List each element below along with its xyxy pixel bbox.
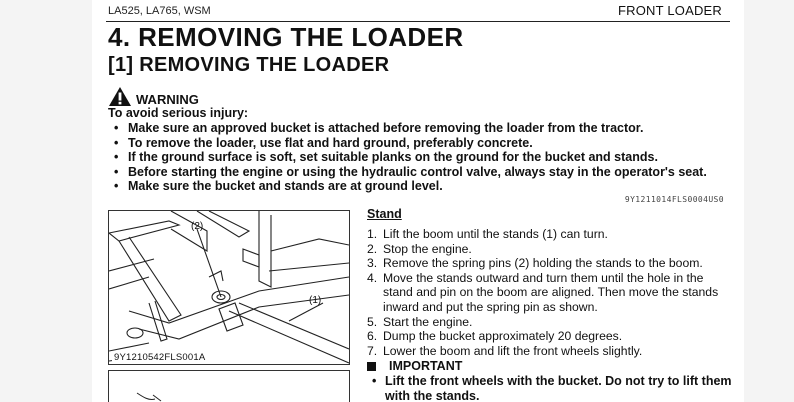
step-item [367,344,729,359]
step-number: 6. [367,329,378,344]
warning-item: • If the ground surface is soft, set suitable planks on the ground for the bucket and stands. [114,150,707,165]
warning-label: WARNING [136,92,199,107]
warning-item: • Make sure an approved bucket is attached before removing the loader from the tractor. [114,121,707,136]
warning-heading [108,85,199,107]
warning-list [114,121,707,194]
step-number: 1. [367,227,378,241]
step-number: 2. [367,241,378,256]
important-square-icon [367,362,376,371]
warning-item: • Before starting the engine or using the hydraulic control valve, always stay in the operator's seat. [114,165,707,180]
step-text: Stop the engine. [383,241,472,256]
step-item [367,227,729,242]
stand-heading: Stand [367,207,402,221]
figure-code: 9Y1210542FLS001A [114,352,206,363]
second-drawing [109,371,349,402]
stand-steps [367,227,729,358]
warning-triangle-icon [108,86,132,107]
step-item [367,242,729,257]
warning-item: • To remove the loader, use flat and hard ground, preferably concrete. [114,136,707,151]
warning-document-code: 9Y1211014FLS0004US0 [624,195,724,204]
step-number: 4. [367,270,378,285]
manual-page [92,0,744,402]
step-text: Move the stands outward and turn them until the hole in the stand and pin on the boom are aligned. Then move the stands inward and put the spring pin as shown. [383,270,719,314]
step-item [367,329,729,344]
step-text: Lift the boom until the stands (1) can turn. [383,227,608,241]
step-number: 3. [367,256,378,271]
important-item: • Lift the front wheels with the bucket. Do not try to lift them with the stands. [372,374,732,402]
step-text: Dump the bucket approximately 20 degrees. [383,329,623,344]
step-text: Start the engine. [383,314,473,329]
second-illustration [108,370,350,402]
step-number: 7. [367,343,378,358]
callout-2: (2) [191,221,204,232]
stand-illustration [108,210,350,365]
section-subtitle: [1] REMOVING THE LOADER [108,54,390,76]
important-heading [367,359,462,373]
stand-drawing [109,211,349,364]
warning-intro: To avoid serious injury: [108,106,249,120]
step-text: Lower the boom and lift the front wheels slightly. [383,343,643,358]
important-list [372,374,732,402]
step-item [367,256,729,271]
step-item [367,271,729,315]
step-text: Remove the spring pins (2) holding the stands to the boom. [383,256,703,271]
important-label: IMPORTANT [389,359,463,373]
page-title: 4. REMOVING THE LOADER [108,22,464,52]
warning-item: • Make sure the bucket and stands are at ground level. [114,179,707,194]
header-section: FRONT LOADER [617,3,722,18]
step-number: 5. [367,314,378,329]
step-item [367,315,729,330]
header-models: LA525, LA765, WSM [108,5,211,17]
callout-1: (1) [309,295,322,306]
